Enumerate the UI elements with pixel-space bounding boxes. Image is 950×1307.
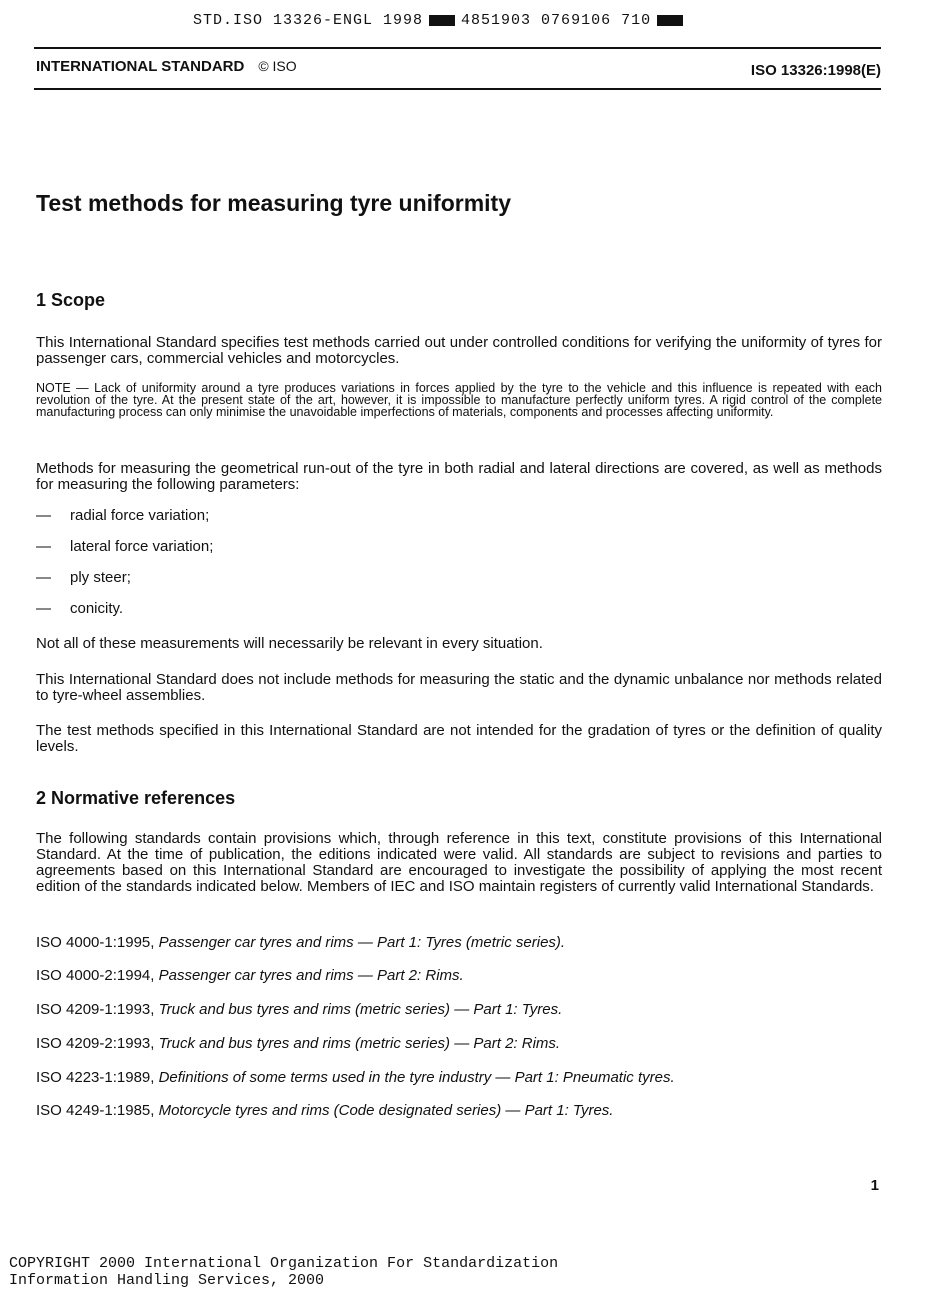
- standard-label: INTERNATIONAL STANDARD: [36, 58, 245, 75]
- list-item: — lateral force variation;: [36, 538, 214, 555]
- header-rule-top: [34, 47, 881, 49]
- normative-references-heading: 2 Normative references: [36, 788, 236, 808]
- reference-item: ISO 4000-1:1995, Passenger car tyres and rims — Part 1: Tyres (metric series).: [36, 934, 566, 951]
- reference-item: ISO 4223-1:1989, Definitions of some terms used in the tyre industry — Part 1: Pneumatic tyres.: [36, 1069, 675, 1086]
- stamp-part-1: STD.ISO 13326-ENGL 1998: [193, 12, 424, 29]
- scope-paragraph-2: Methods for measuring the geometrical run-out of the tyre in both radial and lateral directions are covered, as well as methods for measuring the following parameters:: [36, 460, 882, 493]
- scope-paragraph-1: This International Standard specifies test methods carried out under controlled conditions for verifying the uniformity of tyres for passenger cars, commercial vehicles and motorcycles.: [36, 334, 882, 367]
- document-stamp: [193, 12, 689, 29]
- document-id: ISO 13326:1998(E): [750, 62, 881, 79]
- reference-item: ISO 4000-2:1994, Passenger car tyres and rims — Part 2: Rims.: [36, 967, 464, 984]
- footer-line-2: Information Handling Services, 2000: [9, 1272, 325, 1289]
- copyright-footer: [9, 1255, 558, 1289]
- scope-heading: 1 Scope: [36, 290, 106, 310]
- redaction-block: [657, 15, 683, 26]
- scope-paragraph-3: Not all of these measurements will necessarily be relevant in every situation.: [36, 635, 543, 652]
- reference-item: ISO 4249-1:1985, Motorcycle tyres and rims (Code designated series) — Part 1: Tyres.: [36, 1102, 614, 1119]
- copyright-label: © ISO: [258, 58, 297, 74]
- normative-paragraph: The following standards contain provisions which, through reference in this text, constitute provisions of this International Standard. At the time of publication, the editions indicated were valid. All standards are subject to revisions and parties to agreements based on this International Standard are encouraged to investigate the possibility of applying the most recent edition of the standards indicated below. Members of IEC and ISO maintain registers of currently valid International Standards.: [36, 830, 882, 895]
- page-title: Test methods for measuring tyre uniformity: [36, 190, 511, 216]
- stamp-part-2: 4851903 0769106 710: [461, 12, 652, 29]
- page-number: 1: [870, 1177, 879, 1194]
- scope-note: NOTE — Lack of uniformity around a tyre produces variations in forces applied by the tyre to the vehicle and this influence is repeated with each revolution of the tyre. At the present state of the art, however, it is impossible to manufacture perfectly uniform tyres. A rigid control of the complete manufacturing process can only minimise the unavoidable imperfections of materials, components and processes affecting uniformity.: [36, 381, 882, 419]
- reference-item: ISO 4209-1:1993, Truck and bus tyres and rims (metric series) — Part 1: Tyres.: [36, 1001, 563, 1018]
- scope-paragraph-5: The test methods specified in this International Standard are not intended for the gradation of tyres or the definition of quality levels.: [36, 722, 882, 755]
- header-left: [36, 58, 297, 75]
- list-item: — radial force variation;: [36, 507, 210, 524]
- header-rule-bottom: [34, 88, 881, 90]
- list-item: — ply steer;: [36, 569, 131, 586]
- scope-paragraph-4: This International Standard does not include methods for measuring the static and the dynamic unbalance nor methods related to tyre-wheel assemblies.: [36, 671, 882, 704]
- redaction-block: [429, 15, 455, 26]
- list-item: — conicity.: [36, 600, 124, 617]
- footer-line-1: COPYRIGHT 2000 International Organization For Standardization: [9, 1255, 559, 1272]
- reference-item: ISO 4209-2:1993, Truck and bus tyres and rims (metric series) — Part 2: Rims.: [36, 1035, 561, 1052]
